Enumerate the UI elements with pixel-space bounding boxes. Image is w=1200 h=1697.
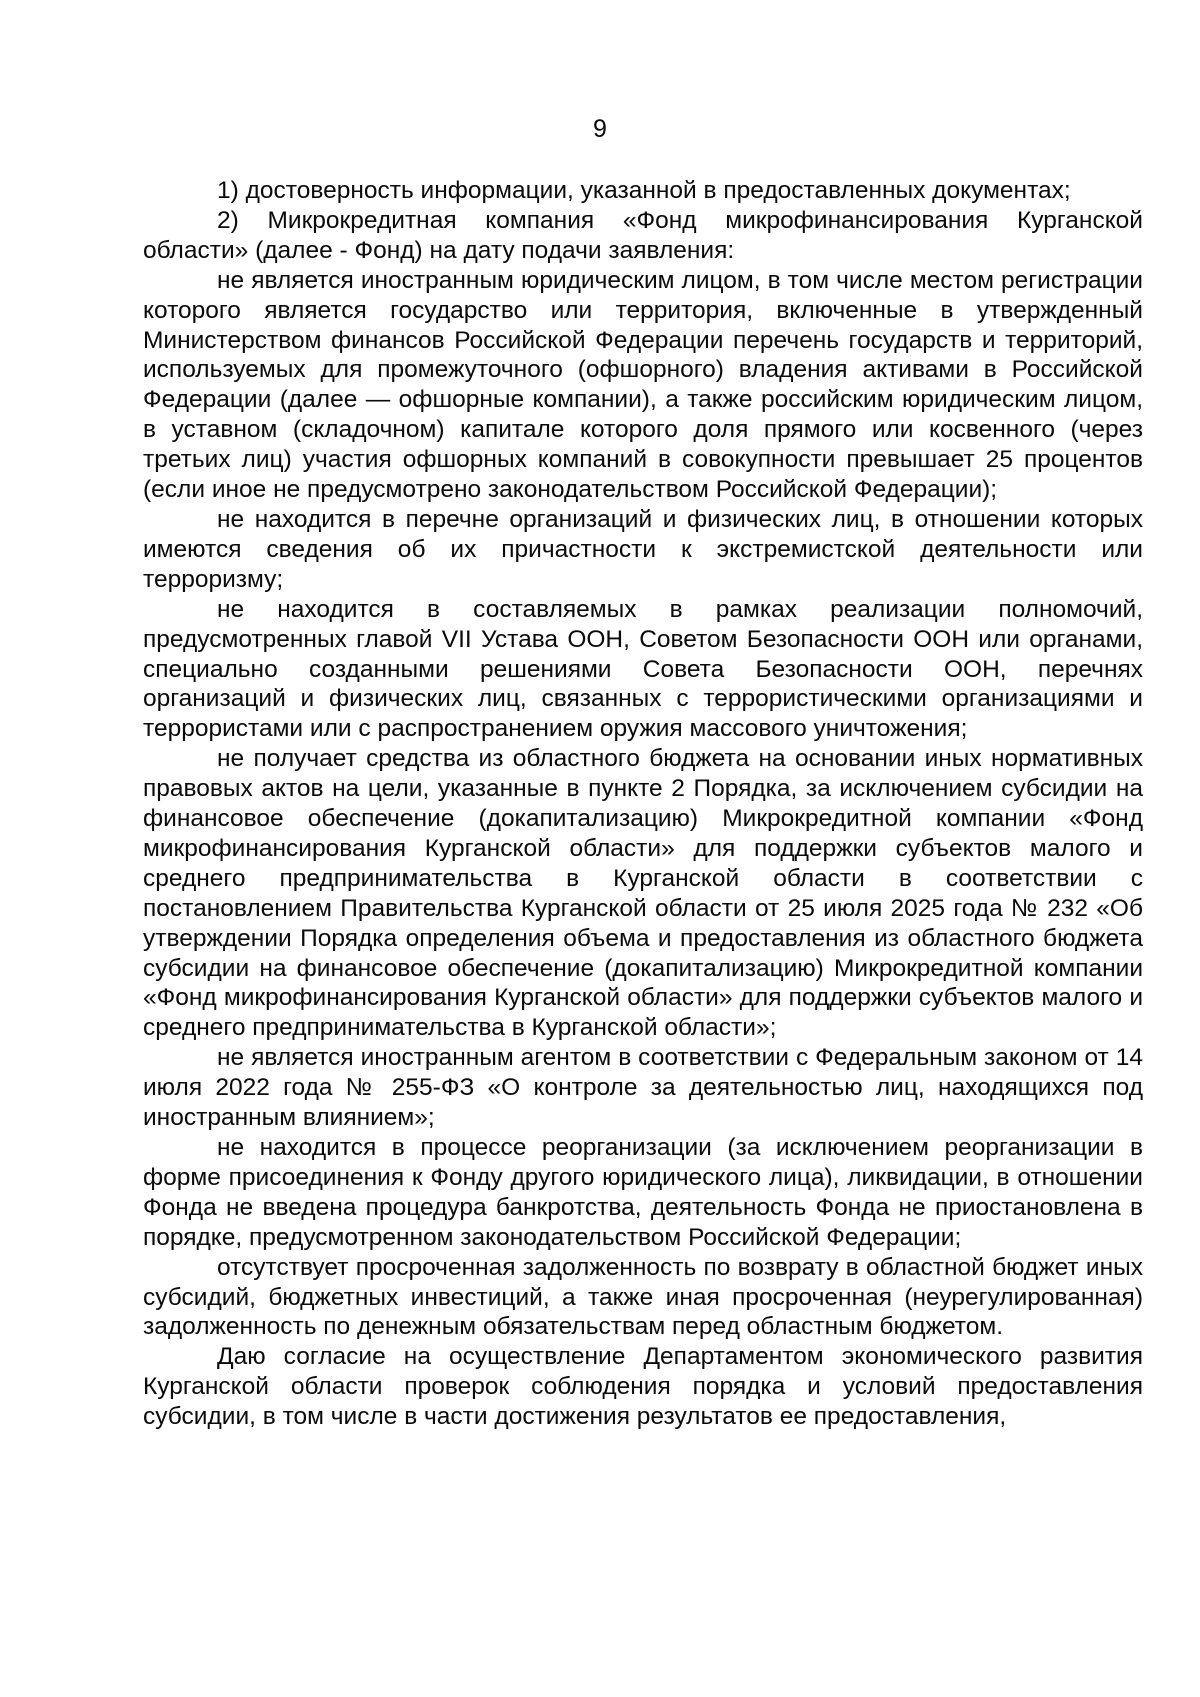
paragraph-reliability: 1) достоверность информации, указанной в предоставленных документах; (217, 177, 1071, 204)
paragraph-not-foreign-entity: не является иностранным юридическим лицом, в том числе местом регистрации которого является государство или территория, включенные в утвержденный Министерством финансов Российской Федерации перечень государств и территорий, используемых для промежуточного (офшорного) владения активами в Российской Федерации (далее — офшорные компании), а также российским юридическим лицом, в уставном (складочном) капитале которого доля прямого или косвенного (через третьих лиц) участия офшорных компаний в совокупности превышает 25 процентов (если иное не предусмотрено законодательством Российской Федерации); (143, 266, 1143, 504)
paragraph-no-other-budget-funds: не получает средства из областного бюджета на основании иных нормативных правовых актов на цели, указанные в пункте 2 Порядка, за исключением субсидии на финансовое обеспечение (докапитализацию) Микрокредитной компании «Фонд микрофинансирования Курганской области» для поддержки субъектов малого и среднего предпринимательства в Курганской области в соответствии с постановлением Правительства Курганской области от 25 июля 2025 года № 232 «Об утверждении Порядка определения объема и предоставления из областного бюджета субсидии на финансовое обеспечение (докапитализацию) Микрокредитной компании «Фонд микрофинансирования Курганской области» для поддержки субъектов малого и среднего предпринимательства в Курганской области»; (143, 745, 1143, 1042)
paragraph-no-overdue-debt: отсутствует просроченная задолженность по возврату в областной бюджет иных субсидий, бюджетных инвестиций, а также иная просроченная (неурегулированная) задолженность по денежным обязательствам перед областным бюджетом. (143, 1253, 1143, 1341)
paragraph-not-un-list: не находится в составляемых в рамках реализации полномочий, предусмотренных главой VII Устава ООН, Советом Безопасности ООН или органами, специально созданными решениями Совета Безопасности ООН, перечнях организаций и физических лиц, связанных с террористическими организациями и террористами или с распространением оружия массового уничтожения; (143, 595, 1143, 743)
paragraph-not-reorganization: не находится в процессе реорганизации (за исключением реорганизации в форме присоединения к Фонду другого юридического лица), ликвидации, в отношении Фонда не введена процедура банкротства, деятельность Фонда не приостановлена в порядке, предусмотренном законодательством Российской Федерации; (143, 1134, 1143, 1251)
paragraph-fund-status: 2) Микрокредитная компания «Фонд микрофинансирования Курганской области» (далее - Фонд) на дату подачи заявления: (143, 206, 1143, 264)
document-body (143, 176, 1143, 1432)
page-number: 9 (593, 115, 607, 143)
paragraph-not-extremism-list: не находится в перечне организаций и физических лиц, в отношении которых имеются сведения об их причастности к экстремистской деятельности или терроризму; (143, 505, 1143, 593)
paragraph-consent: Даю согласие на осуществление Департаментом экономического развития Курганской области проверок соблюдения порядка и условий предоставления субсидии, в том числе в части достижения результатов ее предоставления, (143, 1343, 1143, 1431)
paragraph-not-foreign-agent: не является иностранным агентом в соответствии с Федеральным законом от 14 июля 2022 года № 255-ФЗ «О контроле за деятельностью лиц, находящихся под иностранным влиянием»; (143, 1044, 1143, 1132)
